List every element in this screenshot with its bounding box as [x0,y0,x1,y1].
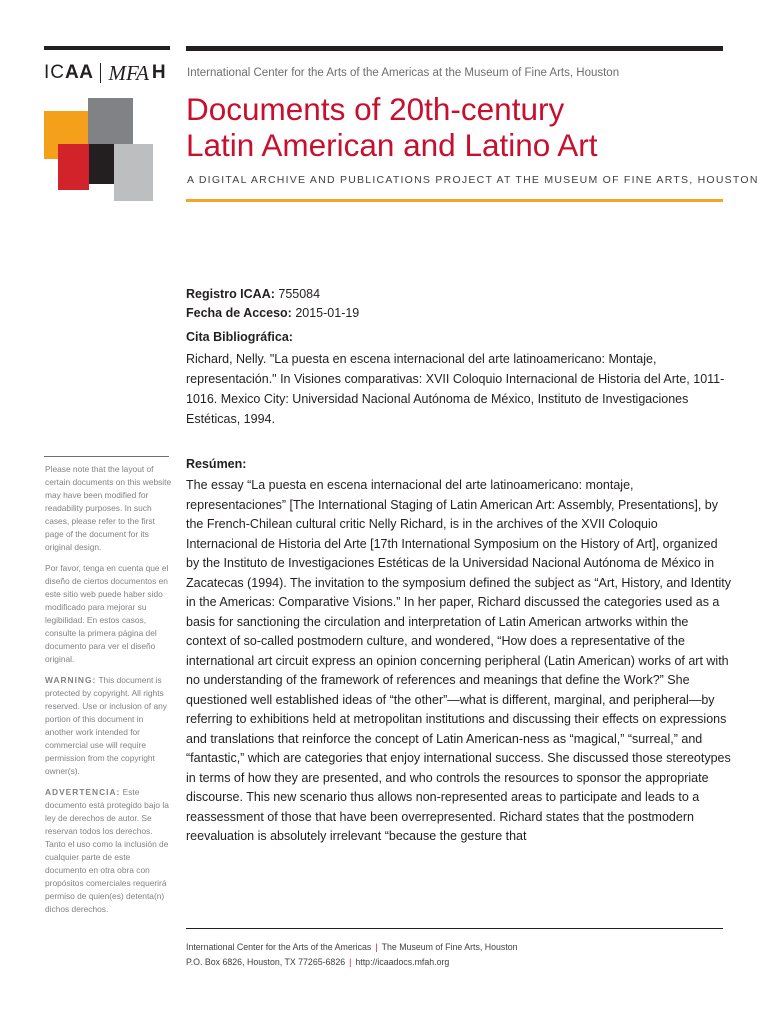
sidebar-warning [45,674,173,778]
footer-separator: | [375,942,378,952]
logo-icaa-prefix: IC [44,62,65,83]
header-rule-left [44,46,170,50]
footer-line-2 [186,955,518,970]
advertencia-text: Este documento está protegido bajo la ley de derechos de autor. Se reservan todos los derechos. Tanto el uso como la inclusión de cualquier parte de este documento en otra obra con propósitos comerciales requerirá permiso de quien(es) detenta(n) dichos derechos. [45,787,169,914]
advertencia-label: ADVERTENCIA: [45,787,121,797]
logo-mfa: MFA [108,60,149,85]
fecha-row [186,304,359,323]
registro-row [186,285,320,304]
footer-org: International Center for the Arts of the Americas [186,942,372,952]
title-word-century: 20th-century [389,91,565,127]
institution-name: International Center for the Arts of the Americas at the Museum of Fine Arts, Houston [187,67,620,79]
footer [186,940,518,970]
fecha-value: 2015-01-19 [291,306,360,320]
title-line-2 [186,127,598,163]
decor-block-red [58,144,89,190]
citation-text: Richard, Nelly. "La puesta en escena internacional del arte latinoamericano: Montaje, representación." In Visiones comparativas: XVII Coloquio Internacional de Historia del Arte, 1011-1016. Mexico City: Universidad Nacional Autónoma de México, Instituto de Investigaciones Estéticas, 1994. [186,352,725,426]
footer-rule [186,928,723,929]
title-word-of: of [345,91,390,127]
footer-line-1 [186,940,518,955]
sidebar-advertencia [45,786,173,916]
title-word-documents: Documents [186,91,346,127]
footer-url-link[interactable]: http://icaadocs.mfah.org [355,957,450,967]
footer-museum: The Museum of Fine Arts, Houston [381,942,518,952]
title-word-latin-american: Latin American [186,127,395,163]
header-rule-right [186,46,723,51]
summary-label: Resúmen: [186,457,247,471]
logo-icaa-suffix: AA [65,62,94,83]
icaa-mfah-logo [44,62,166,84]
footer-separator: | [349,957,352,967]
decor-block-black [89,144,114,184]
page-title [186,91,598,163]
registro-value: 755084 [274,287,321,301]
decor-block-gray [88,98,133,144]
sidebar-note-es: Por favor, tenga en cuenta que el diseño de ciertos documentos en este sitio web puede haber sido modificado para mejorar su legibilidad. En estos casos, consulte la primera página del documento para ver el diseño original. [45,563,169,664]
footer-address: P.O. Box 6826, Houston, TX 77265-6826 [186,957,346,967]
sidebar-rule [44,456,169,457]
decor-block-light-gray [114,144,153,201]
title-word-latino-art: Latino Art [464,127,598,163]
title-line-1 [186,91,598,127]
sidebar-note-en: Please note that the layout of certain documents on this website may have been modified for readability purposes. In such cases, please refer to the first page of the document for its original design. [45,464,172,552]
warning-label: WARNING: [45,675,97,685]
citation-label: Cita Bibliográfica: [186,330,293,344]
registro-label: Registro ICAA: [186,287,275,301]
warning-text: This document is protected by copyright. All rights reserved. Use or inclusion of any portion of this document in another work intended for commercial use will require permission from the copyright owner(s). [45,675,167,776]
sidebar-notes [45,463,173,924]
tagline: A DIGITAL ARCHIVE AND PUBLICATIONS PROJECT AT THE MUSEUM OF FINE ARTS, HOUSTON [187,174,759,186]
title-word-and: and [394,127,465,163]
summary-text: The essay “La puesta en escena internacional del arte latinoamericano: montaje, representaciones” [The International Staging of Latin American Art: Assembly, Presentations], by the French-Chilean cultural critic Nelly Richard, is in the archives of the XVII Coloquio Internacional de Historia del Arte [17th International Symposium on the History of Art], organized by the Instituto de Investigaciones Estéticas de la Universidad Nacional Autónoma de México in Zacatecas (1994). The invitation to the symposium defined the subject as “Art, History, and Identity in the Americas: Comparative Visions.” In her paper, Richard discussed the categories used as a basis for sanctioning the circulation and interpretation of Latin American artworks within the context of so-called postmodern culture, and wondered, “How does a representative of the international art circuit express an opinion concerning peripheral (Latin American) works of art with no understanding of the framework of references and meanings that define the Work?” She questioned well established ideas of “the other”—what is different, marginal, and peripheral—by referring to exhibitions held at metropolitan institutions and discussing their effects on expressions and translations that reinforce the concept of Latin American-ness as “magical,” “surreal,” and “fantastic,” which are categories that enjoy international success. She discussed those stereotypes in terms of how they are presented, and who controls the resources to sponsor the appropriate discourse. This new scenario thus allows non-represented areas to participate and leads to a reassessment of those that have been overrepresented. Richard states that the postmodern reevaluation is absolutely irrelevant “because the gesture that [186,478,731,843]
header-rule-orange [186,199,723,202]
logo-divider [100,63,101,83]
logo-mfa-h: H [151,62,166,83]
fecha-label: Fecha de Acceso: [186,306,292,320]
